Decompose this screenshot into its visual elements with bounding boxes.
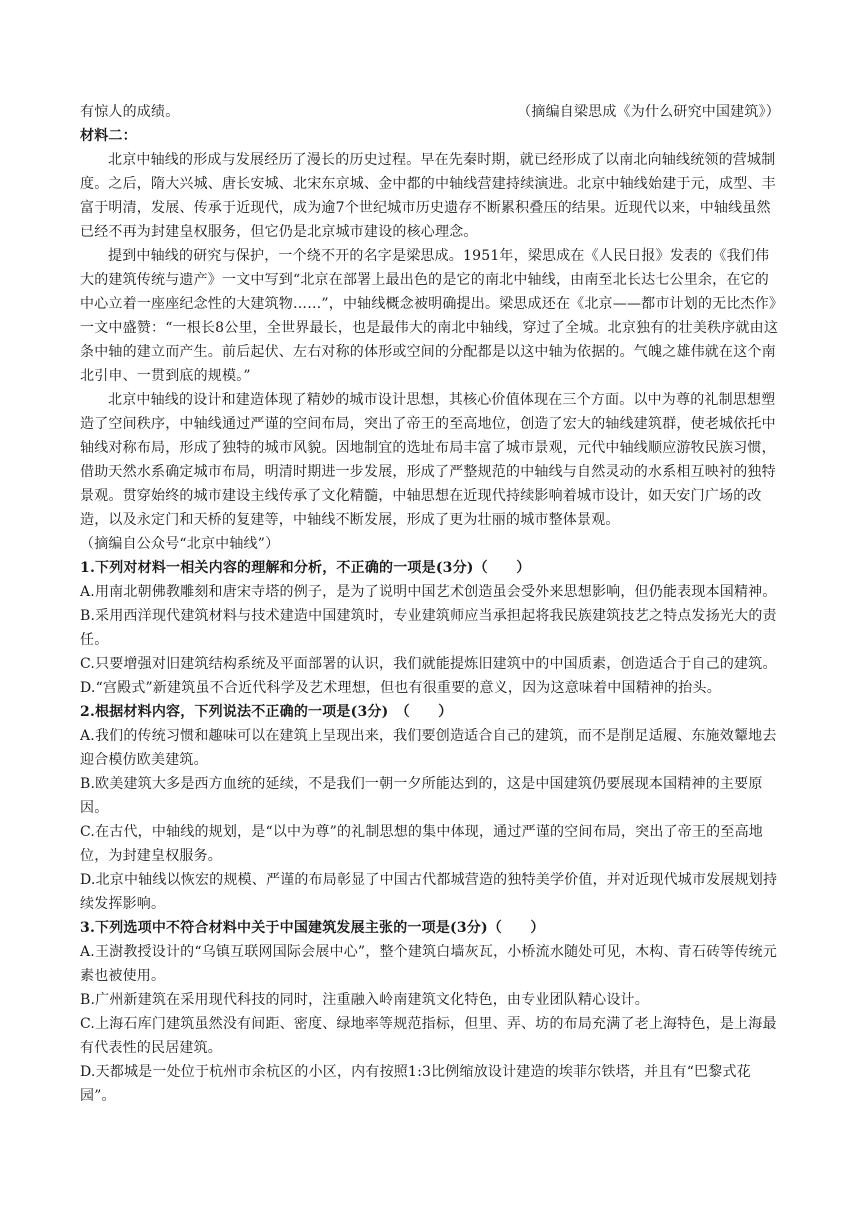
question-1-option-c: C.只要增强对旧建筑结构系统及平面部署的认识，我们就能提炼旧建筑中的中国质素，创造适合于自己的建筑。 [80, 656, 777, 672]
question-2-option-c: C.在古代，中轴线的规划，是“以中为尊”的礼制思想的集中体现，通过严谨的空间布局，突出了帝王的至高地位，为封建皇权服务。 [80, 824, 763, 864]
question-2-option-a: A.我们的传统习惯和趣味可以在建筑上呈现出来，我们要创造适合自己的建筑，而不是削足适履、东施效颦地去迎合模仿欧美建筑。 [80, 728, 777, 768]
question-2 [80, 700, 780, 916]
question-3-stem: 3.下列选项中不符合材料中关于中国建筑发展主张的一项是(3分)（ ） [80, 920, 545, 936]
material2-paragraph-1: 北京中轴线的形成与发展经历了漫长的历史过程。早在先秦时期，就已经形成了以南北向轴线统领的营城制度。之后，隋大兴城、唐长安城、北宋东京城、金中都的中轴线营建持续演进。北京中轴线始建于元，成型、丰富于明清，发展、传承于近现代，成为逾7个世纪城市历史遗存不断累积叠压的结果。近现代以来，中轴线虽然已经不再为封建皇权服务，但它仍是北京城市建设的核心理念。 [80, 152, 776, 240]
question-3 [80, 916, 780, 1108]
question-1-option-d: D.“宫殿式”新建筑虽不合近代科学及艺术理想，但也有很重要的意义，因为这意味着中国精神的抬头。 [80, 680, 721, 696]
question-2-option-b: B.欧美建筑大多是西方血统的延续，不是我们一朝一夕所能达到的，这是中国建筑仍要展现本国精神的主要原因。 [80, 776, 763, 816]
question-3-option-c: C.上海石库门建筑虽然没有间距、密度、绿地率等规范指标，但里、弄、坊的布局充满了老上海特色，是上海最有代表性的民居建筑。 [80, 1016, 777, 1056]
material1-citation: （摘编自梁思成《为什么研究中国建筑》） [517, 104, 780, 120]
previous-text-tail: 有惊人的成绩。 [80, 104, 180, 120]
question-3-option-a: A.王澍教授设计的“乌镇互联网国际会展中心”，整个建筑白墙灰瓦，小桥流水随处可见，木构、青石砖等传统元素也被使用。 [80, 944, 778, 984]
question-1-option-a: A.用南北朝佛教雕刻和唐宋寺塔的例子，是为了说明中国艺术创造虽会受外来思想影响，但仍能表现本国精神。 [80, 584, 777, 600]
page-content [80, 100, 780, 1108]
question-1-option-b: B.采用西洋现代建筑材料与技术建造中国建筑时，专业建筑师应当承担起将我民族建筑技艺之特点发扬光大的责任。 [80, 608, 777, 648]
question-3-option-b: B.广州新建筑在采用现代科技的同时，注重融入岭南建筑文化特色，由专业团队精心设计。 [80, 992, 649, 1008]
material2-paragraph-3: 北京中轴线的设计和建造体现了精妙的城市设计思想，其核心价值体现在三个方面。以中为尊的礼制思想塑造了空间秩序，中轴线通过严谨的空间布局，突出了帝王的至高地位，创造了宏大的轴线建筑群，使老城依托中轴线对称布局，形成了独特的城市风貌。因地制宜的选址布局丰富了城市景观，元代中轴线顺应游牧民族习惯，借助天然水系确定城市布局，明清时期进一步发展，形成了严整规范的中轴线与自然灵动的水系相互映衬的独特景观。贯穿始终的城市建设主线传承了文化精髓，中轴思想在近现代持续影响着城市设计，如天安门广场的改造，以及永定门和天桥的复建等，中轴线不断发展，形成了更为壮丽的城市整体景观。 [80, 392, 776, 528]
material2-paragraph-2: 提到中轴线的研究与保护，一个绕不开的名字是梁思成。1951年，梁思成在《人民日报》发表的《我们伟大的建筑传统与遗产》一文中写到“北京在部署上最出色的是它的南北中轴线，由南至北长达七公里余，在它的中心立着一座座纪念性的大建筑物……”，中轴线概念被明确提出。梁思成还在《北京——都市计划的无比杰作》一文中盛赞：“一根长8公里，全世界最长，也是最伟大的南北中轴线，穿过了全城。北京独有的壮美秩序就由这条中轴的建立而产生。前后起伏、左右对称的体形或空间的分配都是以这中轴为依据的。气魄之雄伟就在这个南北引申、一贯到底的规模。” [80, 248, 779, 384]
question-2-stem: 2.根据材料内容，下列说法不正确的一项是(3分) （ ） [80, 704, 453, 720]
question-1 [80, 556, 780, 700]
material2-heading: 材料二： [80, 128, 137, 144]
top-line [80, 100, 780, 124]
question-3-option-d: D.天都城是一处位于杭州市余杭区的小区，内有按照1:3比例缩放设计建造的埃菲尔铁塔，并且有“巴黎式花园”。 [80, 1064, 751, 1104]
question-1-stem: 1.下列对材料一相关内容的理解和分析，不正确的一项是(3分)（ ） [80, 560, 531, 576]
question-2-option-d: D.北京中轴线以恢宏的规模、严谨的布局彰显了中国古代都城营造的独特美学价值，并对近现代城市发展规划持续发挥影响。 [80, 872, 778, 912]
material2-source: （摘编自公众号“北京中轴线”） [80, 536, 280, 552]
